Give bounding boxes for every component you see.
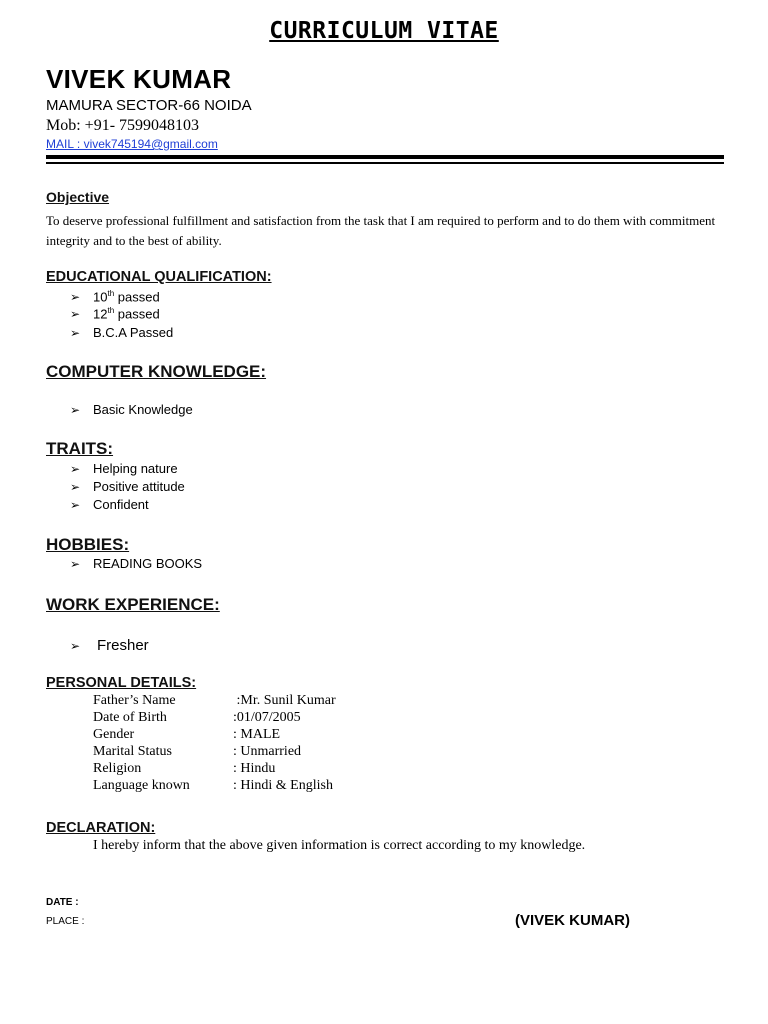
objective-text: To deserve professional fulfillment and satisfaction from the task that I am required to perform and to do them with commitment integrity and to the best of ability. bbox=[46, 213, 716, 248]
arrow-bullet-icon: ➢ bbox=[70, 480, 81, 494]
address: MAMURA SECTOR-66 NOIDA bbox=[46, 97, 252, 114]
detail-value: :01/07/2005 bbox=[233, 710, 301, 725]
education-heading: EDUCATIONAL QUALIFICATION: bbox=[46, 269, 272, 285]
signature-name: (VIVEK KUMAR) bbox=[515, 912, 630, 929]
declaration-heading: DECLARATION: bbox=[46, 820, 156, 836]
detail-value: : Unmarried bbox=[233, 744, 302, 759]
personal-detail-row bbox=[93, 744, 301, 760]
arrow-bullet-icon: ➢ bbox=[70, 639, 81, 653]
personal-detail-row bbox=[93, 761, 275, 777]
personal-detail-row bbox=[93, 727, 280, 743]
arrow-bullet-icon: ➢ bbox=[70, 307, 81, 322]
declaration-text: I hereby inform that the above given information is correct according to my knowledge. bbox=[93, 838, 586, 853]
detail-value: : MALE bbox=[233, 727, 281, 742]
arrow-bullet-icon: ➢ bbox=[70, 403, 81, 417]
trait-item: ➢ Positive attitude bbox=[70, 479, 185, 494]
header-divider-thin bbox=[46, 162, 724, 164]
detail-value: : Hindi & English bbox=[233, 778, 333, 793]
arrow-bullet-icon: ➢ bbox=[70, 498, 81, 512]
education-item: ➢ 10th passed bbox=[70, 289, 160, 305]
arrow-bullet-icon: ➢ bbox=[70, 326, 81, 340]
place-label: PLACE : bbox=[46, 916, 85, 927]
detail-label: Father’s Name bbox=[93, 693, 176, 708]
mobile-number: Mob: +91- 7599048103 bbox=[46, 117, 200, 134]
document-title: CURRICULUM VITAE bbox=[269, 18, 499, 44]
date-label: DATE : bbox=[46, 897, 79, 908]
email-link[interactable]: MAIL : vivek745194@gmail.com bbox=[46, 137, 218, 151]
hobbies-heading: HOBBIES: bbox=[46, 535, 130, 554]
detail-label: Marital Status bbox=[93, 744, 172, 759]
work-experience-heading: WORK EXPERIENCE: bbox=[46, 595, 220, 614]
education-item: ➢ B.C.A Passed bbox=[70, 325, 174, 340]
hobby-item: ➢ READING BOOKS bbox=[70, 556, 203, 571]
arrow-bullet-icon: ➢ bbox=[70, 557, 81, 571]
detail-value: : Hindu bbox=[233, 761, 276, 776]
detail-label: Gender bbox=[93, 727, 135, 742]
trait-item: ➢ Helping nature bbox=[70, 461, 178, 476]
detail-value: :Mr. Sunil Kumar bbox=[233, 693, 336, 708]
header-divider-thick bbox=[46, 155, 724, 159]
arrow-bullet-icon: ➢ bbox=[70, 462, 81, 476]
trait-item: ➢ Confident bbox=[70, 497, 149, 512]
computer-knowledge-item: ➢ Basic Knowledge bbox=[70, 402, 193, 417]
objective-heading: Objective bbox=[46, 189, 110, 205]
detail-label: Date of Birth bbox=[93, 710, 167, 725]
detail-label: Language known bbox=[93, 778, 190, 793]
work-experience-item: ➢ Fresher bbox=[70, 637, 149, 654]
personal-detail-row bbox=[93, 693, 336, 709]
traits-heading: TRAITS: bbox=[46, 439, 114, 458]
personal-detail-row bbox=[93, 778, 333, 794]
personal-detail-row bbox=[93, 710, 301, 726]
applicant-name: VIVEK KUMAR bbox=[46, 64, 232, 94]
personal-details-heading: PERSONAL DETAILS: bbox=[46, 675, 197, 691]
arrow-bullet-icon: ➢ bbox=[70, 290, 81, 305]
computer-knowledge-heading: COMPUTER KNOWLEDGE: bbox=[46, 362, 267, 381]
education-item: ➢ 12th passed bbox=[70, 306, 160, 322]
detail-label: Religion bbox=[93, 761, 142, 776]
